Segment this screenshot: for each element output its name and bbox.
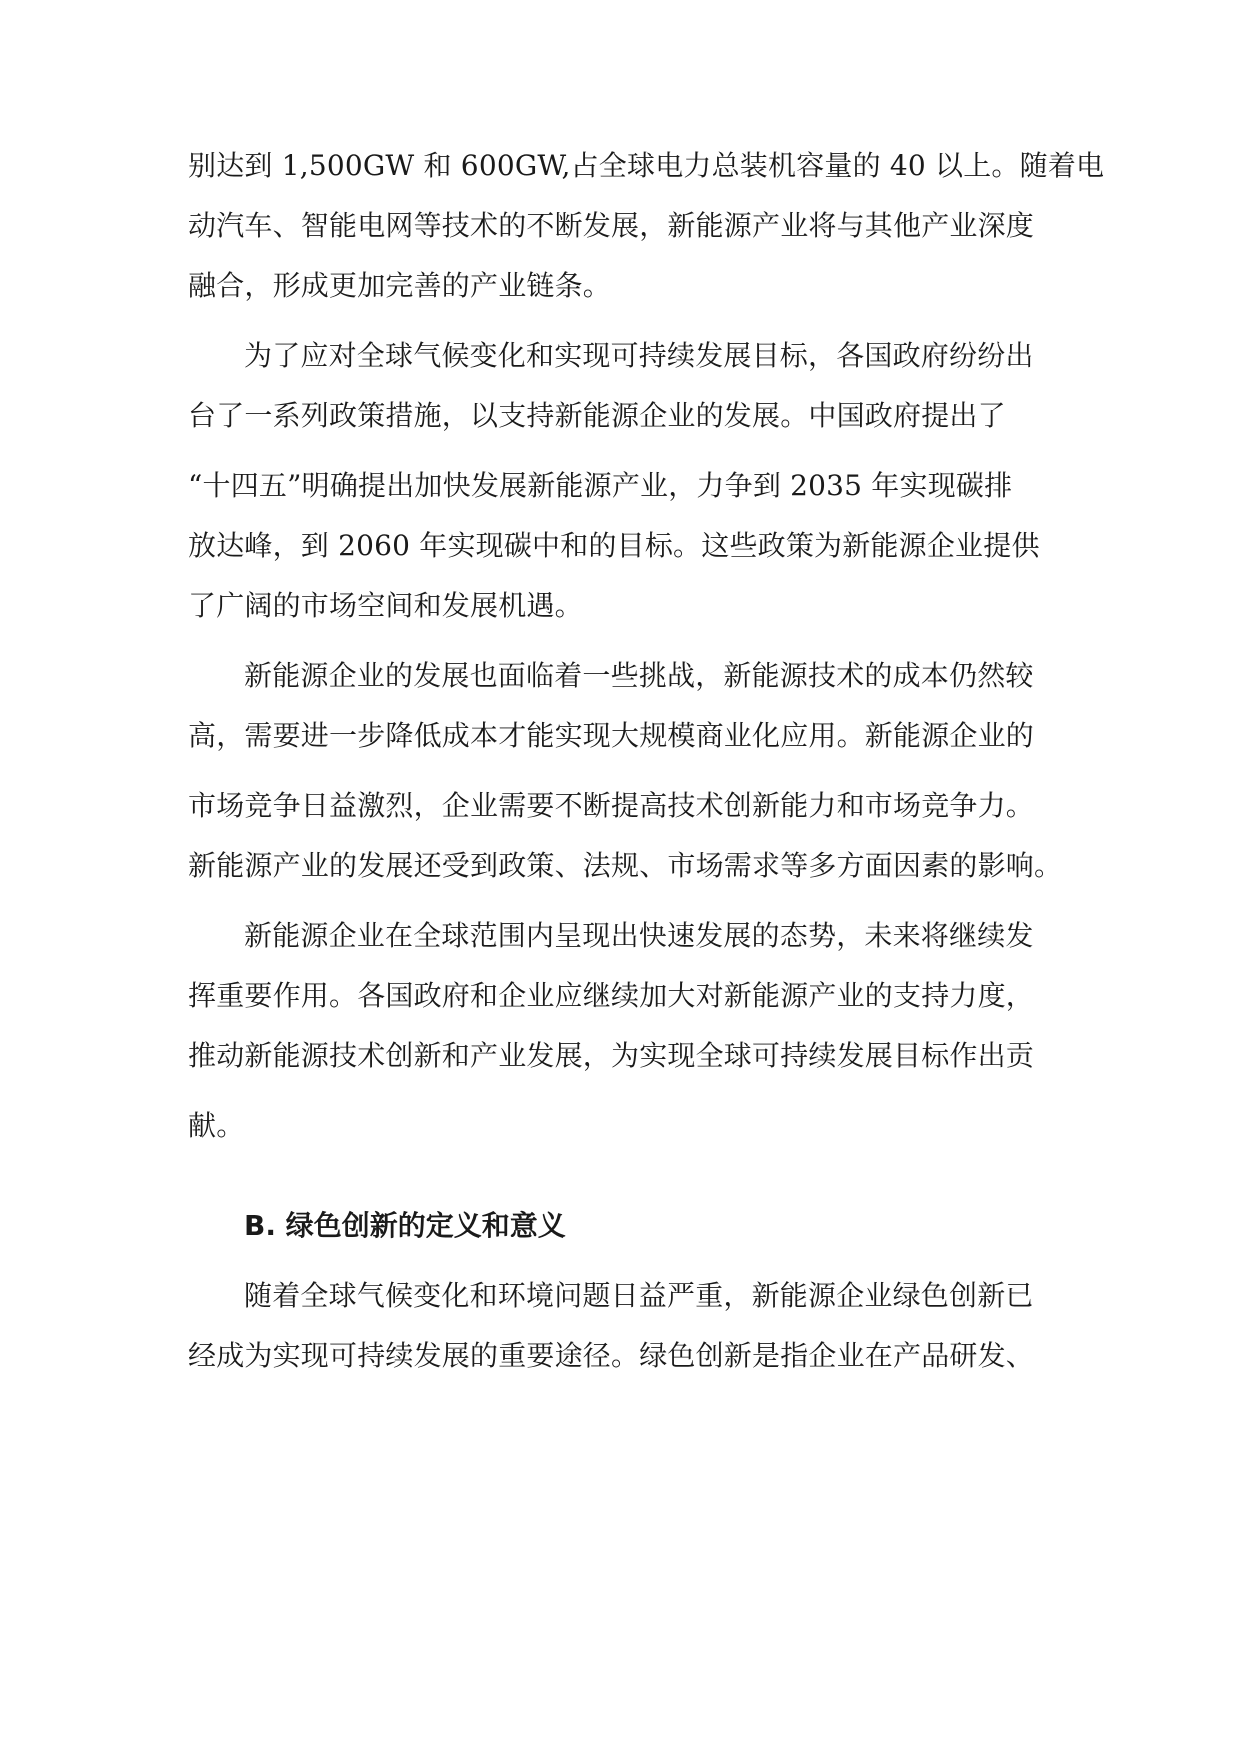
text-line: 推动新能源技术创新和产业发展，为实现全球可持续发展目标作出贡 [188, 1039, 1035, 1072]
text-line: 为了应对全球气候变化和实现可持续发展目标，各国政府纷纷出 [244, 339, 1034, 372]
text-line: 高，需要进一步降低成本才能实现大规模商业化应用。新能源企业的 [188, 719, 1035, 752]
text-line: 随着全球气候变化和环境问题日益严重，新能源企业绿色创新已 [244, 1279, 1034, 1312]
text-line: 新能源企业的发展也面临着一些挑战，新能源技术的成本仍然较 [244, 659, 1034, 692]
text-line: “十四五”明确提出加快发展新能源产业，力争到 2035 年实现碳排 [188, 469, 1013, 502]
text-line: 市场竞争日益激烈，企业需要不断提高技术创新能力和市场竞争力。 [188, 789, 1035, 822]
text-line: 放达峰，到 2060 年实现碳中和的目标。这些政策为新能源企业提供 [188, 529, 1040, 562]
text-line: 新能源企业在全球范围内呈现出快速发展的态势，未来将继续发 [244, 919, 1034, 952]
section-heading: B. 绿色创新的定义和意义 [244, 1209, 566, 1242]
text-line: 新能源产业的发展还受到政策、法规、市场需求等多方面因素的影响。 [188, 849, 1063, 882]
text-line: 动汽车、智能电网等技术的不断发展，新能源产业将与其他产业深度 [188, 209, 1035, 242]
text-line: 台了一系列政策措施，以支持新能源企业的发展。中国政府提出了 [188, 399, 1006, 432]
text-line: 挥重要作用。各国政府和企业应继续加大对新能源产业的支持力度， [188, 979, 1035, 1012]
text-line: 融合，形成更加完善的产业链条。 [188, 269, 612, 302]
text-line: 别达到 1,500GW 和 600GW,占全球电力总装机容量的 40 以上。随着电 [188, 149, 1105, 182]
text-line: 献。 [188, 1109, 245, 1142]
text-line: 了广阔的市场空间和发展机遇。 [188, 589, 583, 622]
text-line: 经成为实现可持续发展的重要途径。绿色创新是指企业在产品研发、 [188, 1339, 1035, 1372]
